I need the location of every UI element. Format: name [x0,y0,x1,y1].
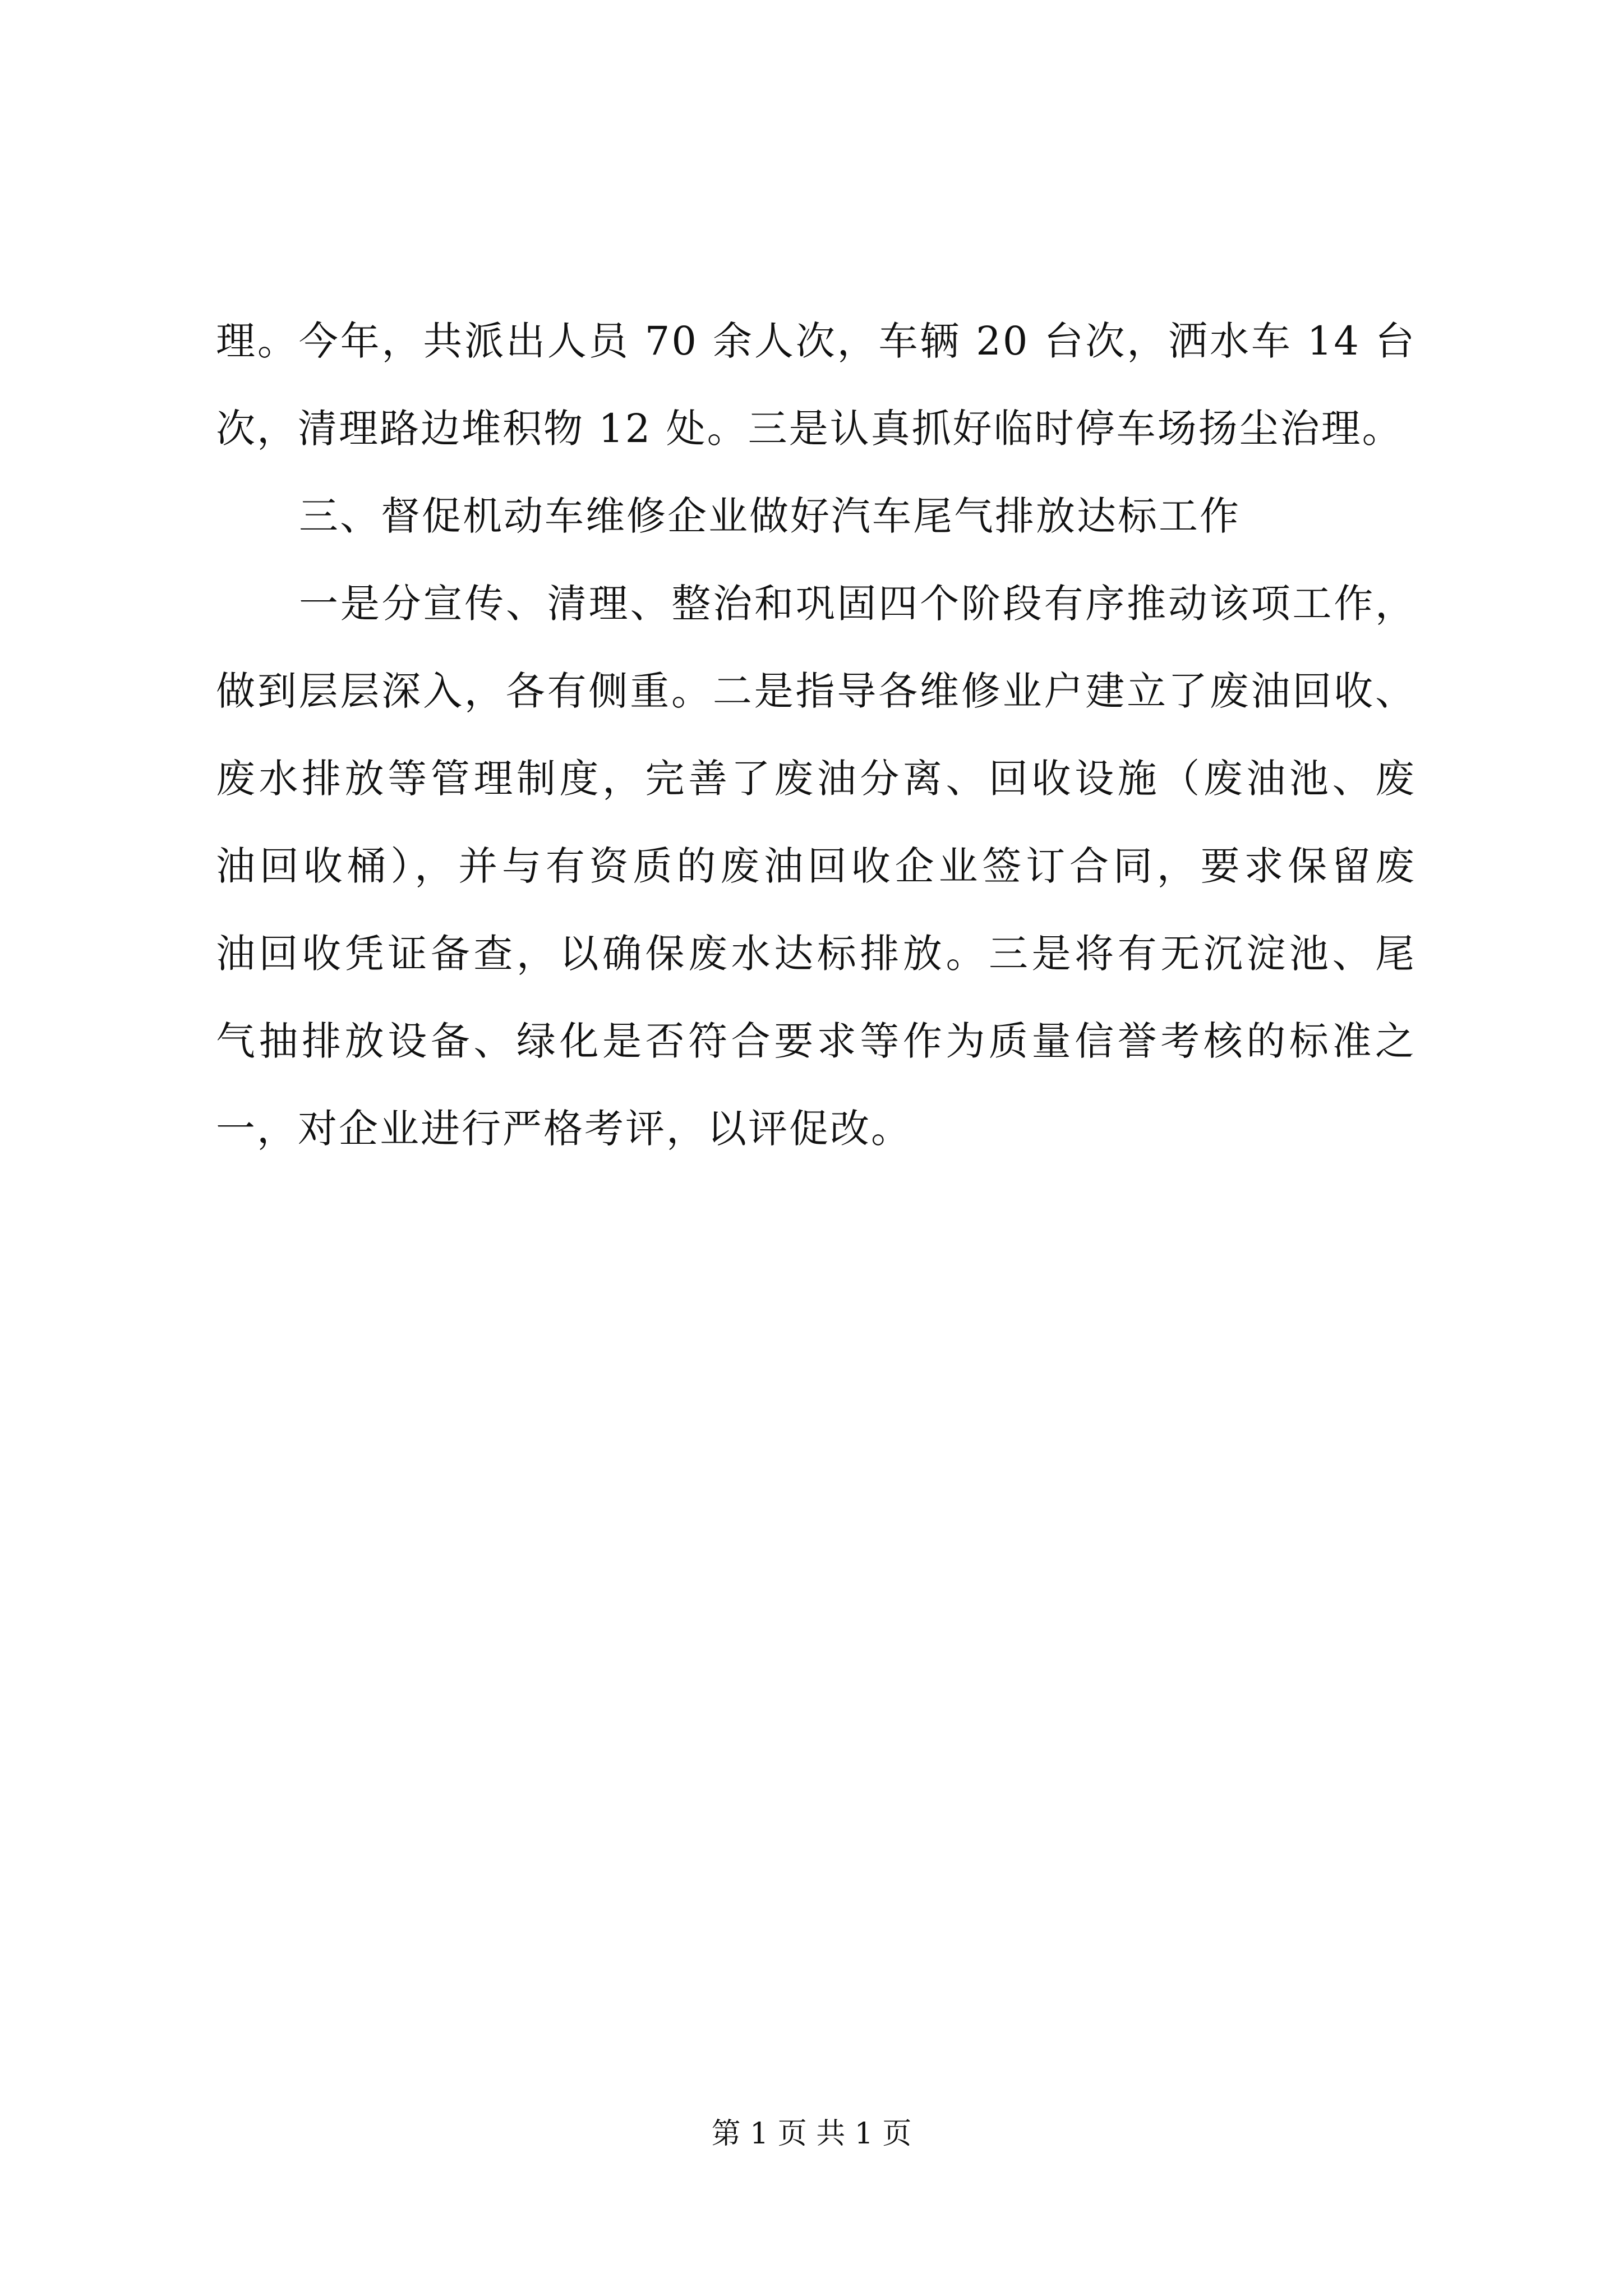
page-number-label: 第 1 页 共 1 页 [711,2117,912,2151]
body-line: 废水排放等管理制度，完善了废油分离、回收设施（废油池、废 [216,756,1416,802]
body-line: 次，清理路边堆积物 12 处。三是认真抓好临时停车场扬尘治理。 [216,406,1403,452]
body-line: 气抽排放设备、绿化是否符合要求等作为质量信誉考核的标准之 [216,1018,1416,1064]
section-heading: 三、督促机动车维修企业做好汽车尾气排放达标工作 [299,493,1241,539]
body-line: 油回收凭证备查，以确保废水达标排放。三是将有无沉淀池、尾 [216,931,1416,977]
body-line: 做到层层深入，各有侧重。二是指导各维修业户建立了废油回收、 [216,668,1416,714]
body-line: 一，对企业进行严格考评，以评促改。 [216,1106,912,1152]
page-footer [0,2111,1623,2156]
document-body [216,297,1416,1172]
body-line: 一是分宣传、清理、整治和巩固四个阶段有序推动该项工作， [299,581,1416,627]
body-line: 理。今年，共派出人员 70 余人次，车辆 20 台次，洒水车 14 台 [216,318,1416,364]
body-line: 油回收桶），并与有资质的废油回收企业签订合同，要求保留废 [216,843,1416,889]
